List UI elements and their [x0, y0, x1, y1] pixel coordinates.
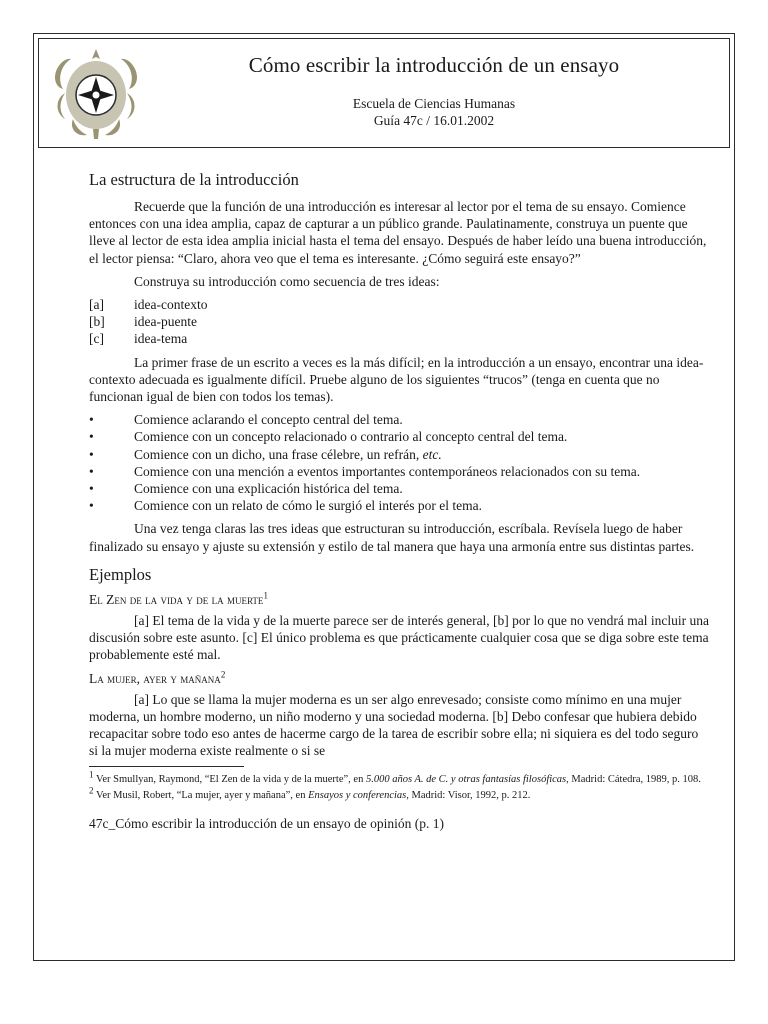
university-seal-icon [51, 45, 141, 141]
bullet-item [89, 497, 709, 514]
document-header [38, 38, 730, 148]
bullet-item [89, 463, 709, 480]
paragraph-write: Una vez tenga claras las tres ideas que estructuran su introducción, escríbala. Revísela luego de haber finalizado su ensayo y ajuste su extensión y estilo de tal manera que haya una armonía entre sus distintas partes. [89, 521, 695, 554]
list-item-text: idea-tema [134, 331, 188, 347]
bullet-icon: • [89, 446, 94, 462]
ideas-list [89, 296, 709, 348]
bullet-icon: • [89, 498, 94, 514]
example-text-2: [a] Lo que se llama la mujer moderna es un ser algo enrevesado; consiste como mínimo en una mujer moderna, un hombre moderno, un niño moderno y una sociedad moderna. [b] Debo confesar que hubiera debido recapacitar sobre todo eso antes de hacerme cargo de la tarea de escribir sobre ella; ni siquiera es del todo seguro si la mujer moderna existe realmente o si se [89, 691, 699, 759]
list-item [89, 330, 709, 347]
bullet-text: Comience con una explicación histórica del tema. [134, 481, 403, 497]
section-heading-examples: Ejemplos [89, 564, 152, 584]
paragraph-tricks: La primer frase de un escrito a veces es la más difícil; en la introducción a un ensayo, encontrar una idea-contexto adecuada es igualmente difícil. Pruebe alguno de los siguientes “trucos” (tenga en cuenta que no funcionan igual de bien con todos los temas). [89, 354, 704, 405]
page-footer: 47c_Cómo escribir la introducción de un ensayo de opinión (p. 1) [89, 815, 445, 831]
paragraph-sequence: Construya su introducción como secuencia de tres ideas: [134, 273, 440, 289]
paragraph-intro: Recuerde que la función de una introducción es interesar al lector por el tema de su ensayo. Comience entonces con una idea amplia, capaz de capturar a un público grande. Paulatinamente, construya un puente que lleve al lector de esta idea amplia inicial hasta el tema del ensayo. Después de haber leído una buena introducción, el lector piensa: “Claro, ahora veo que el tema es interesante. ¿Cómo seguirá este ensayo?” [89, 199, 707, 266]
guide-number-date: Guía 47c / 16.01.2002 [373, 113, 495, 128]
bullet-text: Comience con un dicho, una frase célebre, un refrán, [134, 446, 420, 462]
list-marker: [b] [89, 314, 105, 330]
bullet-item [89, 446, 709, 463]
list-marker: [a] [89, 297, 104, 313]
bullet-icon: • [89, 412, 94, 428]
bullet-icon: • [89, 429, 94, 445]
bullet-item [89, 428, 709, 445]
bullet-text-etc: etc. [422, 446, 442, 462]
document-body [89, 170, 709, 832]
bullet-item [89, 411, 709, 428]
document-title: Cómo escribir la introducción de un ensayo [248, 53, 620, 77]
footnote-ref-2: 2 [220, 669, 226, 680]
list-item [89, 296, 709, 313]
bullet-text: Comience con un concepto relacionado o contrario al concepto central del tema. [134, 429, 568, 445]
example-title-1: El Zen de la vida y de la muerte$^1$ [89, 590, 268, 607]
list-item [89, 313, 709, 330]
footnote-1: $^1$ Ver Smullyan, Raymond, “El Zen de la vida y de la muerte”, en 5.000 años A. de C. y otras fantasías filosóficas, Madrid: Cátedra, 1989, p. 108. [89, 769, 701, 785]
bullet-icon: • [89, 463, 94, 479]
footnote-ref-1: 1 [263, 590, 268, 601]
footnote-2: $^2$ Ver Musil, Robert, “La mujer, ayer y mañana”, en Ensayos y conferencias, Madrid: Visor, 1992, p. 212. [89, 785, 531, 801]
bullet-text: Comience con un relato de cómo le surgió el interés por el tema. [134, 498, 483, 514]
bullet-text: Comience con una mención a eventos importantes contemporáneos relacionados con su tema. [134, 463, 641, 479]
bullet-text: Comience aclarando el concepto central del tema. [134, 412, 403, 428]
footnote-divider [89, 766, 244, 767]
bullet-icon: • [89, 481, 94, 497]
section-heading-structure: La estructura de la introducción [89, 170, 299, 189]
bullet-item [89, 480, 709, 497]
list-item-text: idea-contexto [134, 297, 208, 313]
school-name: Escuela de Ciencias Humanas [352, 96, 516, 111]
tricks-bullet-list [89, 411, 709, 514]
document-page [33, 33, 735, 961]
example-title-2: La mujer, ayer y mañana$^2$ [89, 669, 226, 686]
list-marker: [c] [89, 331, 104, 347]
list-item-text: idea-puente [134, 314, 197, 330]
example-text-1: [a] El tema de la vida y de la muerte parece ser de interés general, [b] por lo que no vendrá mal incluir una discusión sobre este asunto. [c] El único problema es que prácticamente cualquier cosa que se diga sobre este tema probablemente esté mal. [89, 613, 709, 663]
